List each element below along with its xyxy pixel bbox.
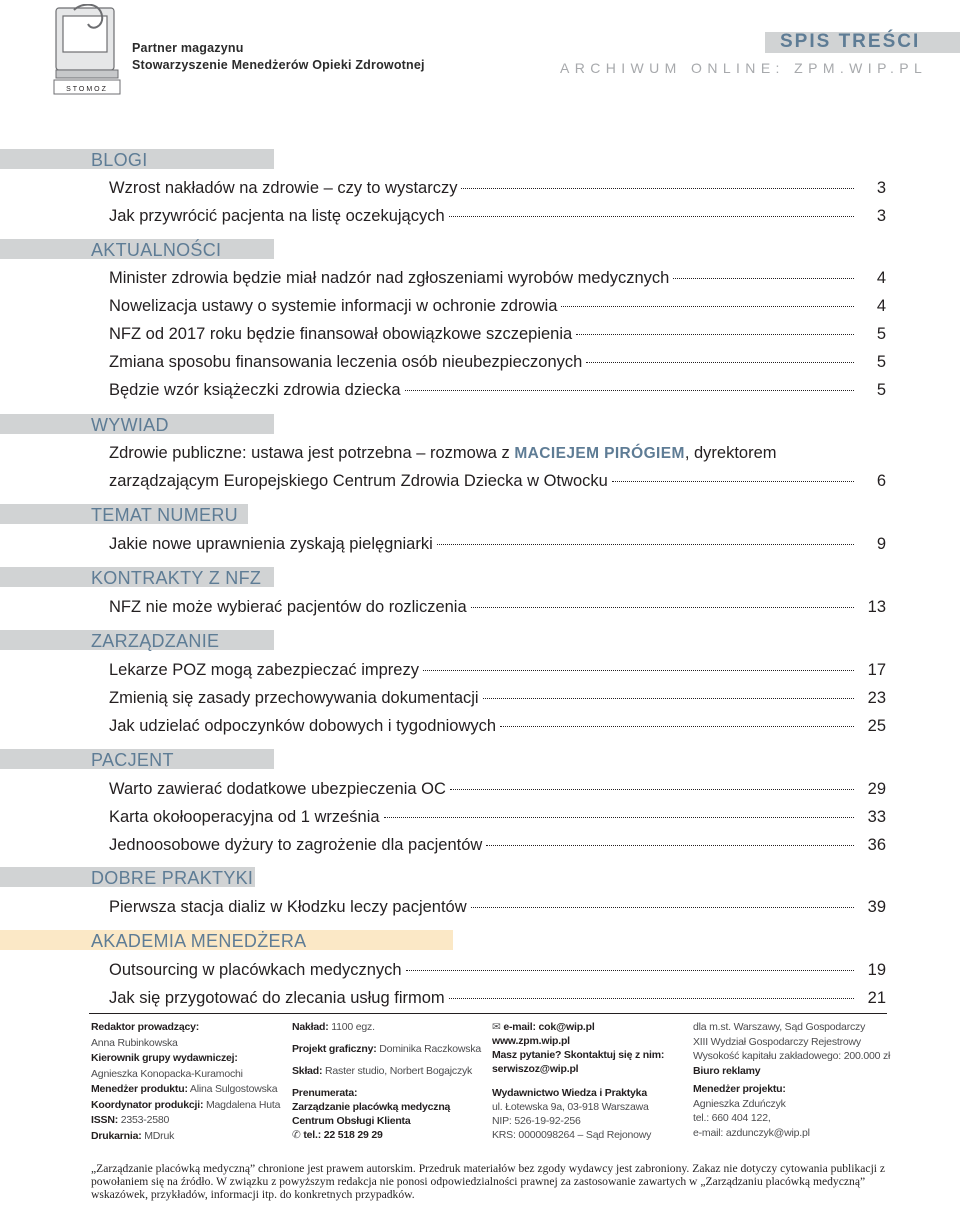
impressum-col-1 bbox=[91, 1020, 281, 1144]
pm-name: Agnieszka Zduńczyk bbox=[693, 1097, 786, 1110]
subs-phone: tel.: 22 518 29 29 bbox=[303, 1129, 383, 1141]
entry-page: 39 bbox=[867, 898, 886, 916]
editor-label: Redaktor prowadzący: bbox=[91, 1021, 200, 1033]
entry-page: 5 bbox=[876, 353, 886, 371]
entry-title: Warto zawierać dodatkowe ubezpieczenia OC bbox=[109, 780, 446, 798]
toc-entry[interactable] bbox=[109, 834, 886, 856]
toc-entry[interactable] bbox=[109, 323, 886, 345]
entry-title: NFZ nie może wybierać pacjentów do rozliczenia bbox=[109, 598, 467, 616]
entry-title: Outsourcing w placówkach medycznych bbox=[109, 961, 402, 979]
pm-label: Menedżer projektu: bbox=[693, 1083, 786, 1095]
toc-entry[interactable] bbox=[109, 778, 886, 800]
editor-name: Anna Rubinkowska bbox=[91, 1036, 178, 1049]
website-link[interactable]: www.zpm.wip.pl bbox=[492, 1035, 570, 1047]
entry-title: Pierwsza stacja dializ w Kłodzku leczy pacjentów bbox=[109, 898, 467, 916]
section-akademia-menedzera: AKADEMIA MENEDŻERA bbox=[91, 931, 307, 951]
stomoz-logo bbox=[52, 4, 124, 96]
head-name: Agnieszka Konopacka-Kuramochi bbox=[91, 1067, 243, 1080]
dot-leader bbox=[561, 306, 854, 307]
toc-entry[interactable] bbox=[109, 715, 886, 737]
partner-line1: Partner magazynu bbox=[132, 41, 244, 55]
entry-title: Jakie nowe uprawnienia zyskają pielęgniarki bbox=[109, 535, 433, 553]
section-zarzadzanie: ZARZĄDZANIE bbox=[91, 631, 220, 651]
dot-leader bbox=[500, 726, 854, 727]
toc-entry[interactable] bbox=[109, 205, 886, 227]
dot-leader bbox=[461, 188, 854, 189]
entry-page: 29 bbox=[867, 780, 886, 798]
page-title: SPIS TREŚCI bbox=[780, 31, 921, 52]
product-mgr-label: Menedżer produktu: bbox=[91, 1083, 188, 1095]
dot-leader bbox=[486, 845, 854, 846]
dot-leader bbox=[449, 216, 854, 217]
entry-page: 5 bbox=[876, 325, 886, 343]
dot-leader bbox=[586, 362, 854, 363]
email-icon: ✉ bbox=[492, 1021, 501, 1033]
impressum-col-3 bbox=[492, 1020, 687, 1142]
question-text: Masz pytanie? Skontaktuj się z nim: bbox=[492, 1049, 665, 1061]
interviewee-name: MACIEJEM PIRÓGIEM bbox=[514, 445, 685, 462]
section-temat-numeru: TEMAT NUMERU bbox=[91, 505, 238, 525]
coord-name: Magdalena Huta bbox=[206, 1098, 281, 1111]
entry-title-part2: , dyrektorem bbox=[684, 444, 777, 462]
dot-leader bbox=[405, 390, 854, 391]
entry-title: Minister zdrowia będzie miał nadzór nad zgłoszeniami wyrobów medycznych bbox=[109, 269, 670, 287]
entry-title: Wzrost nakładów na zdrowie – czy to wystarczy bbox=[109, 179, 458, 197]
entry-page: 6 bbox=[876, 472, 886, 490]
entry-page: 17 bbox=[867, 661, 886, 679]
cok-email[interactable]: e-mail: cok@wip.pl bbox=[503, 1021, 595, 1033]
toc-entry[interactable] bbox=[109, 379, 886, 401]
entry-title: Zmienią się zasady przechowywania dokumentacji bbox=[109, 689, 479, 707]
entry-title: Będzie wzór książeczki zdrowia dziecka bbox=[109, 381, 401, 399]
section-pacjent: PACJENT bbox=[91, 750, 174, 770]
section-wywiad: WYWIAD bbox=[91, 415, 169, 435]
circ-value: 1100 egz. bbox=[331, 1021, 375, 1033]
entry-page: 9 bbox=[876, 535, 886, 553]
entry-title: Karta okołooperacyjna od 1 września bbox=[109, 808, 380, 826]
issn-label: ISSN: bbox=[91, 1114, 119, 1126]
court-line2: XIII Wydział Gospodarczy Rejestrowy bbox=[693, 1035, 861, 1048]
dot-leader bbox=[471, 607, 854, 608]
partner-block bbox=[132, 40, 425, 74]
toc-entry[interactable] bbox=[109, 959, 886, 981]
copyright-notice: „Zarządzanie placówką medyczną” chronione jest prawem autorskim. Przedruk materiałów bez zgody wydawcy jest zabroniony. Zakaz nie dotyczy cytowania publikacji z powołaniem się na źródło. W związku z powyższym redakcja nie ponosi odpowiedzialności prawnej za zastosowanie zawartych w „Zarządzaniu placówką medyczną” wskazówek, przykładów, informacji itp. do konkretnych przypadków. bbox=[91, 1162, 886, 1202]
entry-title: Jak przywrócić pacjenta na listę oczekujących bbox=[109, 207, 445, 225]
dot-leader bbox=[384, 817, 854, 818]
pm-tel: tel.: 660 404 122, bbox=[693, 1112, 771, 1124]
entry-page: 23 bbox=[867, 689, 886, 707]
subs-line2: Centrum Obsługi Klienta bbox=[292, 1115, 411, 1127]
subs-label: Prenumerata: bbox=[292, 1087, 358, 1099]
toc-entry[interactable] bbox=[109, 351, 886, 373]
service-email[interactable]: serwiszoz@wip.pl bbox=[492, 1063, 579, 1075]
dot-leader bbox=[406, 970, 854, 971]
entry-page: 13 bbox=[867, 598, 886, 616]
dot-leader bbox=[423, 670, 854, 671]
entry-title: NFZ od 2017 roku będzie finansował obowiązkowe szczepienia bbox=[109, 325, 573, 343]
entry-title-part1: Zdrowie publiczne: ustawa jest potrzebna – rozmowa z bbox=[109, 444, 515, 462]
dot-leader bbox=[483, 698, 854, 699]
toc-entry[interactable] bbox=[109, 177, 886, 199]
entry-page: 3 bbox=[876, 179, 886, 197]
section-dobre-praktyki: DOBRE PRAKTYKI bbox=[91, 868, 254, 888]
capital: Wysokość kapitału zakładowego: 200.000 zł bbox=[693, 1050, 891, 1062]
entry-page: 36 bbox=[867, 836, 886, 854]
publisher-nip: NIP: 526-19-92-256 bbox=[492, 1115, 581, 1127]
typeset-value: Raster studio, Norbert Bogajczyk bbox=[325, 1065, 473, 1077]
toc-entry[interactable] bbox=[109, 267, 886, 289]
phone-icon: ✆ bbox=[292, 1129, 301, 1141]
dot-leader bbox=[449, 998, 854, 999]
product-mgr-name: Alina Sulgostowska bbox=[189, 1083, 278, 1095]
entry-title: Jednoosobowe dyżury to zagrożenie dla pacjentów bbox=[109, 836, 483, 854]
entry-title: Lekarze POZ mogą zabezpieczać imprezy bbox=[109, 661, 419, 679]
print-value: MDruk bbox=[144, 1129, 175, 1142]
pm-email[interactable]: e-mail: azdunczyk@wip.pl bbox=[693, 1126, 810, 1139]
section-aktualnosci: AKTUALNOŚCI bbox=[91, 240, 222, 260]
entry-title: zarządzającym Europejskiego Centrum Zdrowia Dziecka w Otwocku bbox=[109, 472, 608, 490]
toc-entry[interactable] bbox=[109, 806, 886, 828]
publisher-address: ul. Łotewska 9a, 03-918 Warszawa bbox=[492, 1101, 649, 1113]
typeset-label: Skład: bbox=[292, 1065, 323, 1077]
entry-page: 25 bbox=[867, 717, 886, 735]
publisher-krs: KRS: 0000098264 – Sąd Rejonowy bbox=[492, 1129, 652, 1141]
toc-entry[interactable] bbox=[109, 896, 886, 918]
entry-page: 4 bbox=[876, 269, 886, 287]
section-blogi: BLOGI bbox=[91, 150, 148, 170]
entry-page: 19 bbox=[867, 961, 886, 979]
entry-page: 21 bbox=[867, 989, 886, 1007]
entry-title: Jak się przygotować do zlecania usług firmom bbox=[109, 989, 445, 1007]
toc-entry[interactable] bbox=[109, 687, 886, 709]
archive-link[interactable]: ARCHIWUM ONLINE: ZPM.WIP.PL bbox=[560, 60, 928, 76]
circ-label: Nakład: bbox=[292, 1021, 329, 1033]
head-label: Kierownik grupy wydawniczej: bbox=[91, 1052, 238, 1064]
ads-label: Biuro reklamy bbox=[693, 1064, 761, 1077]
print-label: Drukarnia: bbox=[91, 1129, 142, 1142]
design-label: Projekt graficzny: bbox=[292, 1043, 377, 1055]
publisher-name: Wydawnictwo Wiedza i Praktyka bbox=[492, 1087, 647, 1099]
dot-leader bbox=[576, 334, 854, 335]
entry-page: 33 bbox=[867, 808, 886, 826]
dot-leader bbox=[612, 481, 854, 482]
entry-page: 5 bbox=[876, 381, 886, 399]
dot-leader bbox=[437, 544, 854, 545]
entry-title: Zmiana sposobu finansowania leczenia osób nieubezpieczonych bbox=[109, 353, 583, 371]
entry-title: Nowelizacja ustawy o systemie informacji w ochronie zdrowia bbox=[109, 297, 558, 315]
issn-value: 2353-2580 bbox=[120, 1114, 170, 1126]
entry-title: Jak udzielać odpoczynków dobowych i tygodniowych bbox=[109, 717, 497, 735]
toc-entry[interactable] bbox=[109, 470, 886, 492]
toc-entry[interactable] bbox=[109, 295, 886, 317]
footer-rule bbox=[89, 1013, 887, 1014]
toc-entry-multiline[interactable] bbox=[109, 442, 886, 465]
entry-page: 4 bbox=[876, 297, 886, 315]
section-kontrakty: KONTRAKTY Z NFZ bbox=[91, 568, 262, 588]
toc-entry[interactable] bbox=[109, 533, 886, 555]
coord-label: Koordynator produkcji: bbox=[91, 1098, 204, 1111]
dot-leader bbox=[471, 907, 854, 908]
impressum-col-2 bbox=[292, 1020, 487, 1142]
design-value: Dominika Raczkowska bbox=[379, 1043, 482, 1055]
court-line1: dla m.st. Warszawy, Sąd Gospodarczy bbox=[693, 1021, 866, 1033]
dot-leader bbox=[450, 789, 854, 790]
subs-line1: Zarządzanie placówką medyczną bbox=[292, 1101, 451, 1113]
partner-line2: Stowarzyszenie Menedżerów Opieki Zdrowotnej bbox=[132, 58, 425, 72]
impressum-col-4 bbox=[693, 1020, 893, 1140]
toc-entry[interactable] bbox=[109, 596, 886, 618]
entry-page: 3 bbox=[876, 207, 886, 225]
toc-entry[interactable] bbox=[109, 987, 886, 1009]
dot-leader bbox=[673, 278, 854, 279]
svg-text:STOMOZ: STOMOZ bbox=[66, 86, 108, 93]
toc-entry[interactable] bbox=[109, 659, 886, 681]
